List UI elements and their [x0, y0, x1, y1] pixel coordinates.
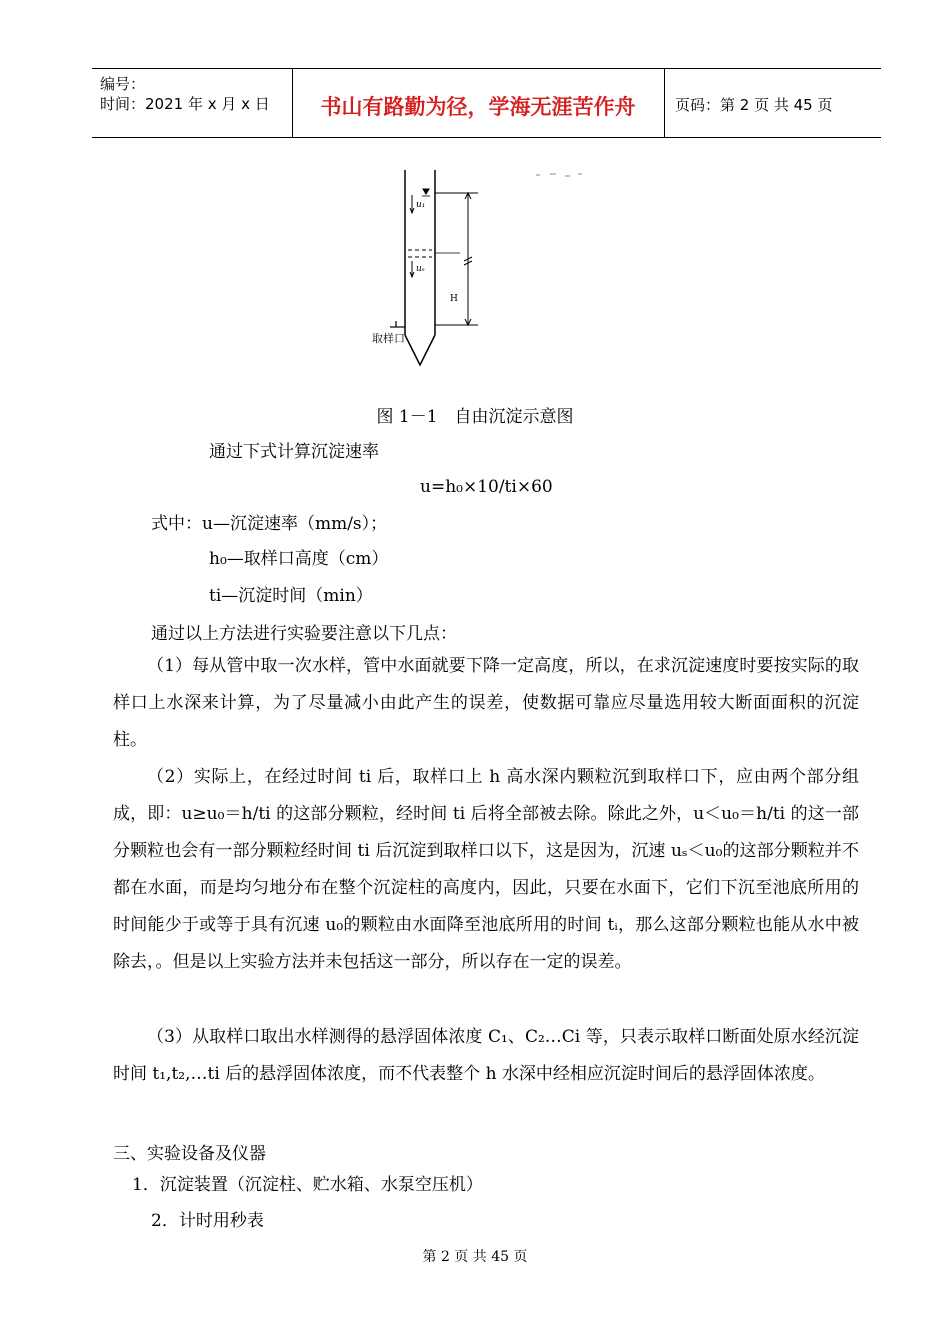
- page-footer: 第 2 页 共 45 页: [422, 1249, 528, 1265]
- header-motto-cell: [292, 69, 665, 137]
- where-u: 式中：u—沉淀速率（mm/s）；: [151, 514, 388, 534]
- paragraph-2: （2）实际上，在经过时间 ti 后，取样口上 h 高水深内颗粒沉到取样口下，应由两个部分组成，即：u≥u₀＝h/ti 的这部分颗粒，经时间 ti 后将全部被去除。除此之外，u＜u₀＝h/ti 的这一部分颗粒也会有一部分颗粒经时间 ti 后沉淀到取样口以下，这是因为，沉速 uₛ＜u₀的这部分颗粒并不都在水面，而是均匀地分布在整个沉淀柱的高度内，因此，只要在水面下，它们下沉至池底所用的时间能少于或等于具有沉速 u₀的颗粒由水面降至池底所用的时间 tᵢ，那么这部分颗粒也能从水中被除去，。但是以上实验方法并未包括这一部分，所以存在一定的误差。: [113, 767, 859, 972]
- number-label: 编号：: [100, 75, 146, 93]
- section-heading: 三、实验设备及仪器: [113, 1144, 266, 1164]
- formula-intro: 通过下式计算沉淀速率: [209, 442, 379, 462]
- notes-intro: 通过以上方法进行实验要注意以下几点：: [151, 624, 457, 644]
- formula-equation: u=h₀×10/ti×60: [420, 477, 553, 497]
- paragraph-3: （3）从取样口取出水样测得的悬浮固体浓度 C₁、C₂…Ci 等，只表示取样口断面处原水经沉淀时间 t₁,t₂,…ti 后的悬浮固体浓度，而不代表整个 h 水深中经相应沉淀时间后的悬浮固体浓度。: [113, 1027, 859, 1084]
- where-ti: ti—沉淀时间（min）: [209, 586, 373, 606]
- figure-caption: 图 1－1 自由沉淀示意图: [376, 407, 574, 427]
- us-label: uₛ: [416, 264, 425, 274]
- paragraph-1: （1）每从管中取一次水样，管中水面就要下降一定高度，所以，在求沉淀速度时要按实际的取样口上水深来计算，为了尽量减小由此产生的误差，使数据可靠应尽量选用较大断面面积的沉淀柱。: [113, 656, 859, 750]
- settling-column-figure: [360, 165, 600, 375]
- water-level-icon: [423, 189, 429, 194]
- header-meta-cell: [92, 69, 293, 137]
- u1-label: u₁: [416, 200, 426, 210]
- motto: 书山有路勤为径，学海无涯苦作舟: [320, 95, 636, 119]
- column-cone: [405, 335, 435, 365]
- sampling-port-label: 取样口: [372, 332, 405, 345]
- page-header: [92, 68, 881, 138]
- equipment-item-1: 1．沉淀装置（沉淀柱、贮水箱、水泵空压机）: [132, 1175, 483, 1195]
- height-label: H: [450, 294, 458, 304]
- page-label: 页码：第 2 页 共 45 页: [675, 96, 833, 114]
- date-label: 时间：2021 年 x 月 x 日: [100, 95, 270, 113]
- equipment-item-2: 2．计时用秒表: [151, 1211, 264, 1231]
- header-page-cell: [665, 69, 881, 137]
- where-h0: h₀—取样口高度（cm）: [209, 549, 389, 569]
